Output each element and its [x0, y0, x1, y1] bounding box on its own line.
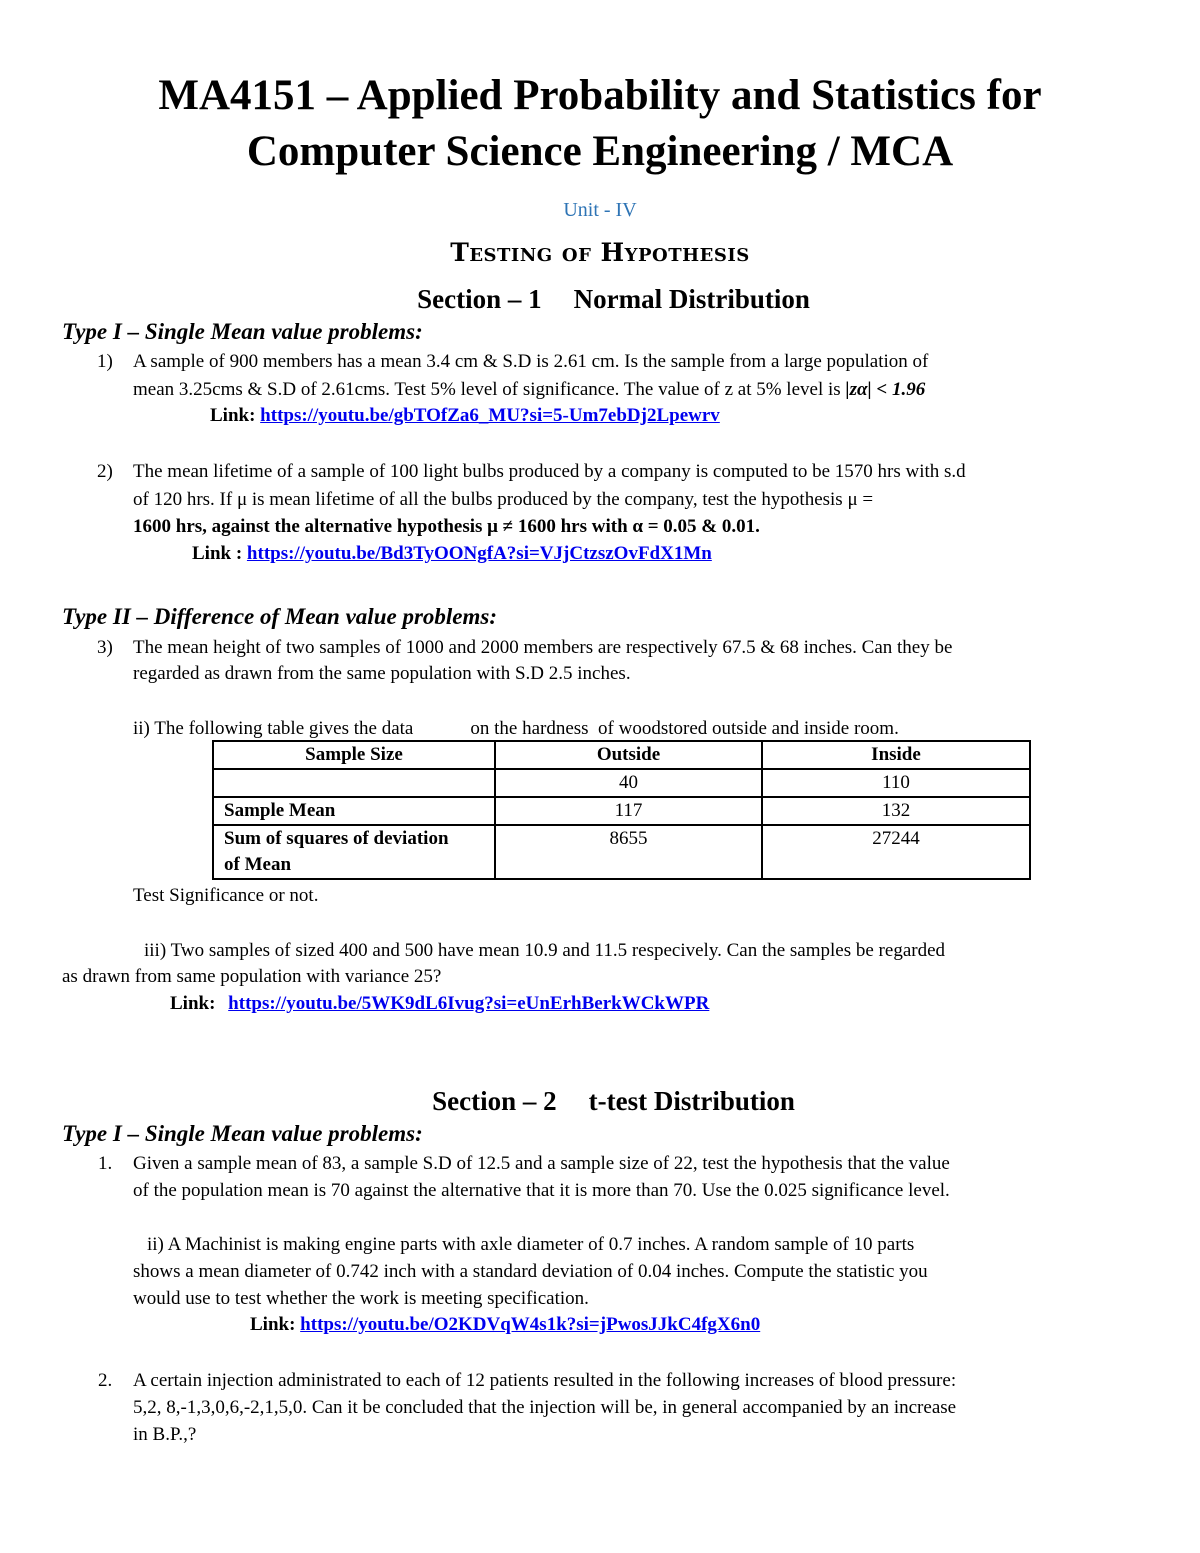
s1-q1-line2-text: mean 3.25cms & S.D of 2.61cms. Test 5% level of significance. The value of z at 5% level is — [133, 379, 846, 400]
s2-q1ii-link-label: Link: — [250, 1314, 296, 1335]
s1-q3-number: 3) — [97, 637, 113, 658]
table-header-cell: Inside — [762, 741, 1030, 769]
table-cell — [213, 769, 495, 797]
s1-q3iii-line1: iii) Two samples of sized 400 and 500 have mean 10.9 and 11.5 respecively. Can the samples be regarded — [144, 940, 946, 961]
table-cell: Sum of squares of deviation of Mean — [213, 825, 495, 879]
s2-q2-line2: 5,2, 8,-1,3,0,6,-2,1,5,0. Can it be concluded that the injection will be, in general accompanied by an increase — [133, 1397, 957, 1418]
section-1-label: Section – 1 — [417, 284, 542, 314]
s1-q3iii-youtube-link[interactable]: https://youtu.be/5WK9dL6Ivug?si=eUnErhBerkWCkWPR — [228, 993, 710, 1014]
table-cell: 27244 — [762, 825, 1030, 879]
s1-q2-line2: of 120 hrs. If μ is mean lifetime of all the bulbs produced by the company, test the hypothesis μ = — [133, 489, 874, 510]
s2-q1-number: 1. — [98, 1153, 113, 1174]
s2-q1ii-youtube-link[interactable]: https://youtu.be/O2KDVqW4s1k?si=jPwosJJkC4fgX6n0 — [300, 1314, 761, 1335]
s1-q1-link-label: Link: — [210, 405, 256, 426]
s1-q1-link-row — [210, 405, 720, 427]
s1-q2-youtube-link[interactable]: https://youtu.be/Bd3TyOONgfA?si=VJjCtzszOvFdX1Mn — [246, 543, 712, 564]
unit-label: Unit - IV — [563, 199, 637, 221]
table-cell: 132 — [762, 797, 1030, 825]
table-row — [213, 825, 1030, 879]
s1-q3iii-link-label: Link: — [170, 993, 216, 1014]
s2-q1-line1: Given a sample mean of 83, a sample S.D of 12.5 and a sample size of 22, test the hypothesis that the value — [133, 1153, 950, 1174]
section-2-name: t-test Distribution — [588, 1086, 795, 1116]
document-title — [60, 68, 1140, 180]
table-cell: 40 — [495, 769, 762, 797]
section-1-name: Normal Distribution — [573, 284, 810, 314]
s2-q1-line2: of the population mean is 70 against the alternative that it is more than 70. Use the 0.025 significance level. — [133, 1180, 950, 1201]
s2-q1ii-line2: shows a mean diameter of 0.742 inch with a standard deviation of 0.04 inches. Compute the statistic you — [133, 1261, 928, 1282]
topic-heading: Testing of Hypothesis — [450, 238, 750, 267]
section-1-heading — [0, 284, 1200, 315]
s1-q2-number: 2) — [97, 461, 113, 482]
section-2-label: Section – 2 — [432, 1086, 557, 1116]
s1-q1-number: 1) — [97, 351, 113, 372]
s1-q3-line1: The mean height of two samples of 1000 and 2000 members are respectively 67.5 & 68 inches. Can they be — [133, 637, 953, 658]
s1-q2-link-label: Link : — [192, 543, 243, 564]
s1-type2-heading: Type II – Difference of Mean value problems: — [62, 604, 498, 629]
table-row — [213, 797, 1030, 825]
s1-q1-line2 — [133, 377, 925, 403]
hardness-data-table — [212, 740, 1031, 880]
table-cell: 110 — [762, 769, 1030, 797]
table-cell: 117 — [495, 797, 762, 825]
s1-q3ii-after: Test Significance or not. — [133, 885, 319, 906]
s2-q1ii-link-row — [250, 1314, 760, 1336]
s1-q2-line3: 1600 hrs, against the alternative hypothesis μ ≠ 1600 hrs with α = 0.05 & 0.01. — [133, 516, 760, 537]
s1-q1-line1: A sample of 900 members has a mean 3.4 cm & S.D is 2.61 cm. Is the sample from a large population of — [133, 351, 929, 372]
s1-q3ii-intro: ii) The following table gives the data on the hardness of woodstored outside and inside room. — [133, 718, 899, 739]
table-header-cell: Outside — [495, 741, 762, 769]
s1-q1-youtube-link[interactable]: https://youtu.be/gbTOfZa6_MU?si=5-Um7ebDj2Lpewrv — [260, 405, 720, 426]
s1-q2-line1: The mean lifetime of a sample of 100 light bulbs produced by a company is computed to be 1570 hrs with s.d — [133, 461, 966, 482]
s1-q3-line2: regarded as drawn from the same population with S.D 2.5 inches. — [133, 663, 631, 684]
s1-q3iii-line2: as drawn from same population with variance 25? — [62, 966, 442, 987]
s2-q1ii-line3: would use to test whether the work is meeting specification. — [133, 1288, 589, 1309]
s1-q3iii-link-row — [170, 993, 709, 1015]
s1-q1-z-value: |zα| < 1.96 — [845, 379, 926, 400]
s2-q2-line1: A certain injection administrated to each of 12 patients resulted in the following increases of blood pressure: — [133, 1370, 957, 1391]
s1-type1-heading: Type I – Single Mean value problems: — [62, 319, 423, 344]
s1-q2-link-row — [192, 543, 712, 565]
table-header-cell: Sample Size — [213, 741, 495, 769]
section-2-heading — [0, 1086, 1200, 1117]
table-cell: 8655 — [495, 825, 762, 879]
title-line-1: MA4151 – Applied Probability and Statistics for — [158, 72, 1042, 119]
s2-type1-heading: Type I – Single Mean value problems: — [62, 1121, 423, 1146]
s2-q1ii-line1: ii) A Machinist is making engine parts with axle diameter of 0.7 inches. A random sample of 10 parts — [147, 1234, 915, 1255]
table-row — [213, 769, 1030, 797]
s2-q2-number: 2. — [98, 1370, 113, 1391]
title-line-2: Computer Science Engineering / MCA — [246, 128, 954, 175]
s2-q2-line3: in B.P.,? — [133, 1424, 197, 1445]
table-header-row — [213, 741, 1030, 769]
table-cell: Sample Mean — [213, 797, 495, 825]
